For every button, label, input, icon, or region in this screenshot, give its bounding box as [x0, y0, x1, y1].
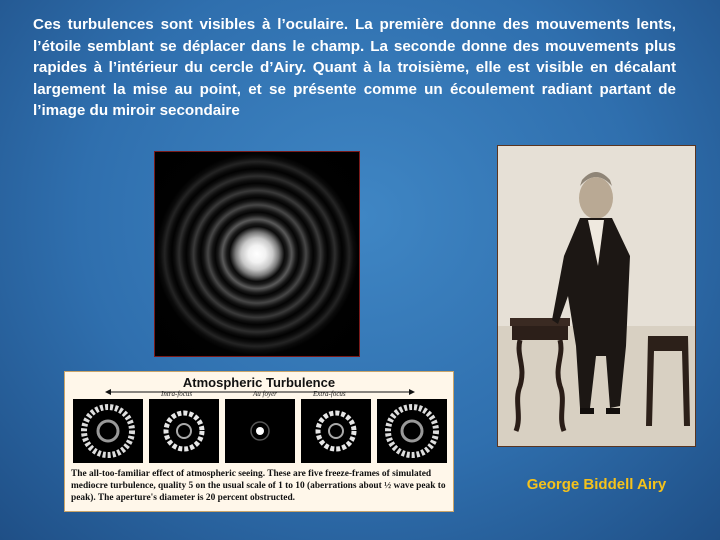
turbulence-frame	[225, 399, 295, 463]
figure-caption: The all-too-familiar effect of atmospheric seeing. These are five freeze-frames of simulated mediocre turbulence, quality 5 on the usual scale of 1 to 10 (aberrations about ½ wave peak to peak). The aperture's diameter is 20 percent obstructed.	[71, 469, 446, 503]
turbulence-figure	[64, 371, 454, 512]
label-au-foyer: Au foyer	[253, 390, 277, 398]
label-intra-focus: Intra-focus	[161, 390, 193, 398]
figure-title: Atmospheric Turbulence	[182, 375, 336, 390]
label-extra-focus: Extra-focus	[313, 390, 346, 398]
portrait-caption: George Biddell Airy	[526, 476, 667, 493]
turbulence-frame	[377, 399, 447, 463]
airy-disk-image	[154, 151, 360, 357]
turbulence-frame	[73, 399, 143, 463]
portrait-photo	[497, 145, 696, 447]
intro-paragraph: Ces turbulences sont visibles à l’oculaire. La première donne des mouvements lents, l’étoile semblant se déplacer dans le champ. La seconde donne des mouvements plus rapides à l’intérieur du cercle d’Airy. Quant à la troisième, elle est visible en décalant largement la mise au point, et se présente comme un écoulement radiant partant de l’image du miroir secondaire	[33, 16, 676, 120]
turbulence-frame	[149, 399, 219, 463]
turbulence-frame	[301, 399, 371, 463]
